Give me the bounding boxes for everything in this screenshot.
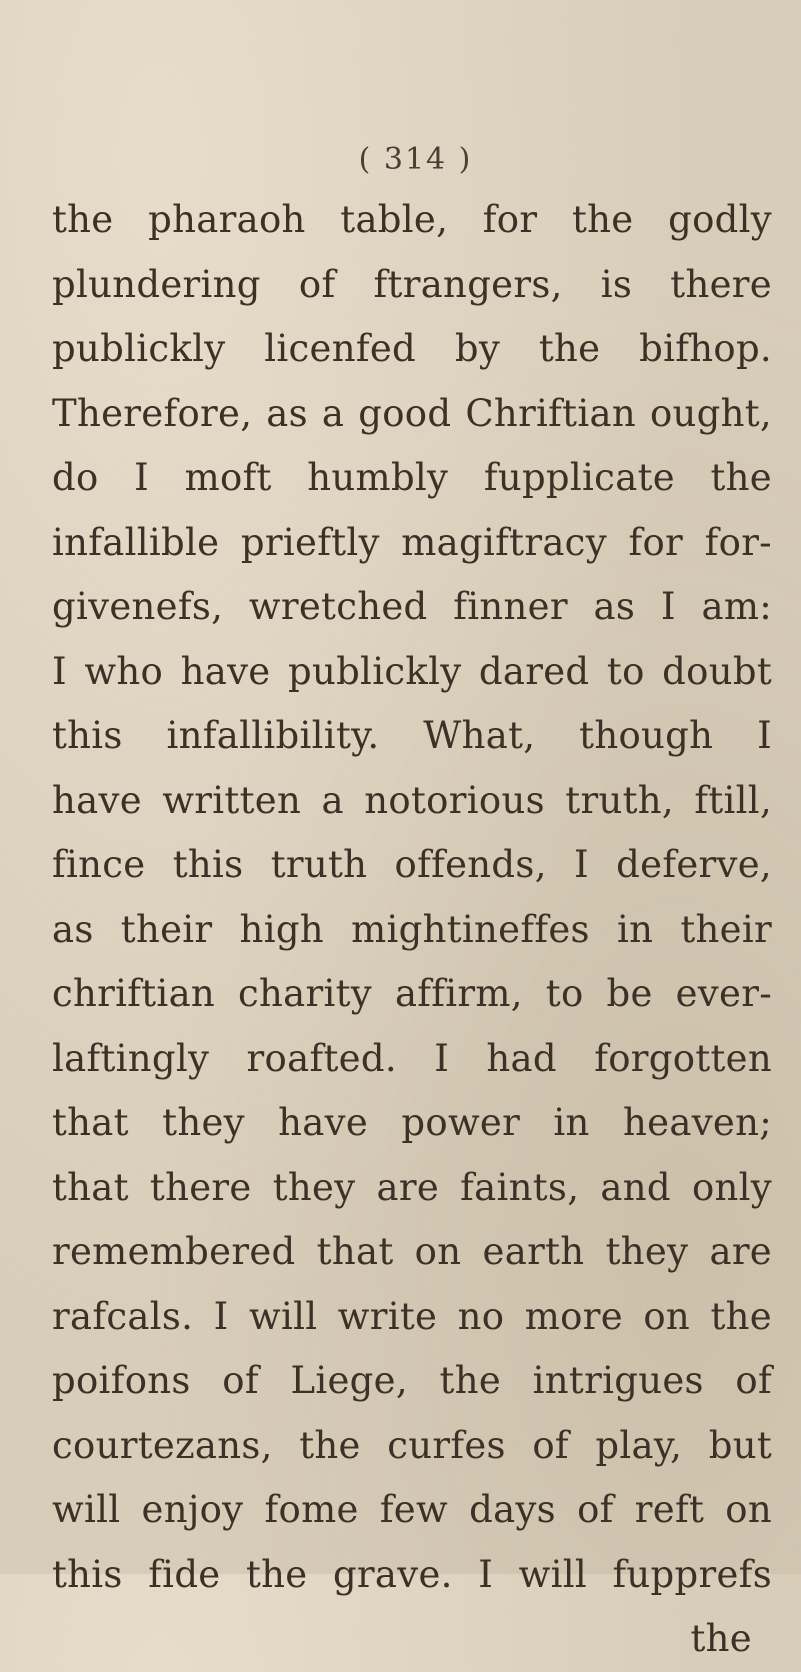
text-line: I who have publickly dared to doubt bbox=[52, 649, 772, 693]
text-line: publickly licenfed by the bifhop. bbox=[52, 327, 772, 370]
text-line: infallible prieftly magiftracy for for- bbox=[52, 520, 772, 564]
text-line: fince this truth offends, I deferve, bbox=[52, 843, 772, 886]
text-line: do I moft humbly fupplicate the bbox=[52, 456, 772, 499]
text-line: Therefore, as a good Chriftian ought, bbox=[52, 391, 772, 435]
text-line: this infallibility. What, though I bbox=[52, 714, 772, 757]
text-line: laftingly roafted. I had forgotten bbox=[52, 1036, 772, 1080]
page-number: ( 314 ) bbox=[358, 142, 473, 177]
text-line: remembered that on earth they are bbox=[52, 1230, 772, 1273]
text-line: poifons of Liege, the intrigues of bbox=[52, 1359, 772, 1402]
text-line: that there they are faints, and only bbox=[52, 1165, 772, 1209]
text-line: the pharaoh table, for the godly bbox=[52, 198, 772, 241]
text-line: givenefs, wretched finner as I am: bbox=[52, 585, 772, 628]
text-line: rafcals. I will write no more on the bbox=[52, 1294, 772, 1338]
text-line: chriftian charity affirm, to be ever- bbox=[52, 972, 772, 1015]
catchword: the bbox=[690, 1617, 752, 1660]
text-line: will enjoy fome few days of reft on bbox=[52, 1488, 772, 1531]
text-line: that they have power in heaven; bbox=[52, 1101, 772, 1144]
body-text bbox=[52, 188, 772, 1672]
text-line: have written a notorious truth, ftill, bbox=[52, 778, 772, 822]
text-line: courtezans, the curfes of play, but bbox=[52, 1423, 772, 1467]
text-line: plundering of ftrangers, is there bbox=[52, 262, 772, 306]
text-line: this fide the grave. I will fupprefs bbox=[52, 1552, 772, 1596]
text-line: as their high mightineffes in their bbox=[52, 907, 772, 951]
